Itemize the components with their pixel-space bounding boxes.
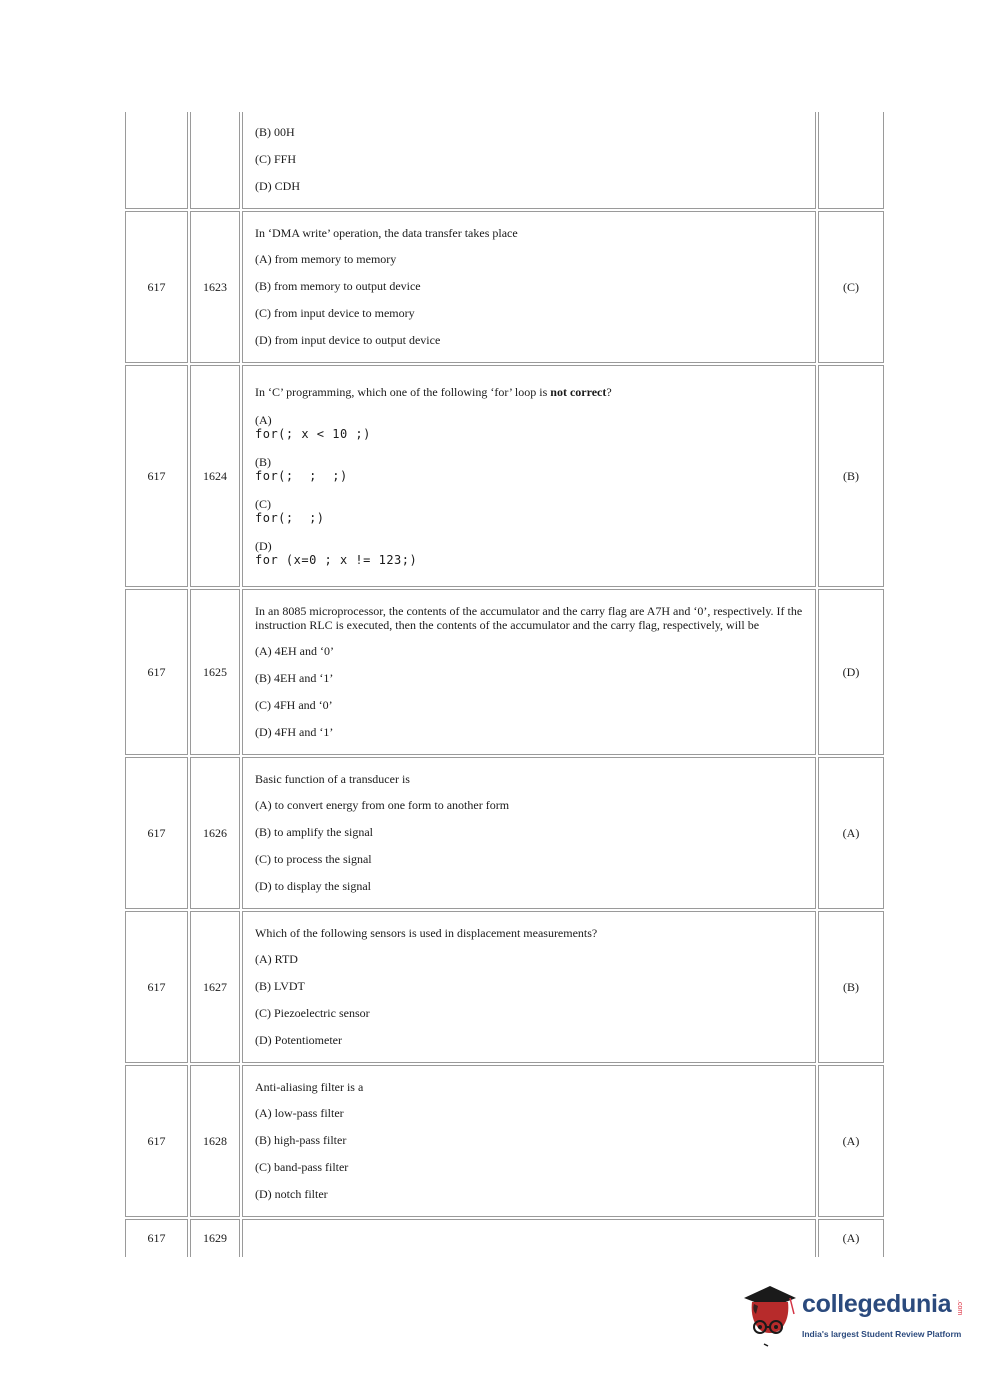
code-snippet: for(; ; ;) <box>255 469 348 483</box>
option-text: (A) to convert energy from one form to another form <box>255 798 510 812</box>
collegedunia-logo[interactable] <box>740 1280 970 1355</box>
question-number-cell: 1627 <box>190 911 240 1063</box>
question-stem <box>255 385 803 399</box>
question-number-cell: 1624 <box>190 365 240 587</box>
option-text: (C) Piezoelectric sensor <box>255 1006 370 1020</box>
option-text: (D) 4FH and ‘1’ <box>255 725 334 739</box>
option-text: (B) high-pass filter <box>255 1133 347 1147</box>
question-number-cell: 1625 <box>190 589 240 755</box>
option-text: (C) to process the signal <box>255 852 372 866</box>
question-cell <box>242 1219 816 1257</box>
answer-cell: (A) <box>818 1219 884 1257</box>
question-table-sheet <box>123 110 886 1259</box>
table-row <box>125 589 884 755</box>
stem-text: ? <box>606 385 612 399</box>
code-option <box>255 497 803 525</box>
option-text: (A) 4EH and ‘0’ <box>255 644 334 658</box>
question-cell <box>242 911 816 1063</box>
answer-cell: (B) <box>818 365 884 587</box>
question-number-cell: 1629 <box>190 1219 240 1257</box>
option-label: (B) <box>255 455 271 469</box>
code-snippet: for(; x < 10 ;) <box>255 427 371 441</box>
option-label: (A) <box>255 413 272 427</box>
option-text: (A) low-pass filter <box>255 1106 344 1120</box>
logo-wordmark: collegedunia <box>802 1290 952 1318</box>
option-text: (C) band-pass filter <box>255 1160 349 1174</box>
code-option <box>255 455 803 483</box>
code-option <box>255 413 803 441</box>
question-stem: Which of the following sensors is used in displacement measurements? <box>255 926 598 940</box>
option-text: (C) from input device to memory <box>255 306 415 320</box>
answer-cell: (B) <box>818 911 884 1063</box>
set-cell: 617 <box>125 211 188 363</box>
logo-tagline: India's largest Student Review Platform <box>802 1329 962 1339</box>
question-number-cell: 1623 <box>190 211 240 363</box>
set-cell: 617 <box>125 365 188 587</box>
graduate-mascot-icon <box>740 1280 800 1350</box>
option-text: (A) from memory to memory <box>255 252 397 266</box>
question-cell <box>242 365 816 587</box>
code-snippet: for (x=0 ; x != 123;) <box>255 553 418 567</box>
answer-cell: (A) <box>818 1065 884 1217</box>
question-stem: In an 8085 microprocessor, the contents of the accumulator and the carry flag are A7H and ‘0’, respectively. If the instruction RLC is executed, then the contents of the accumulator and the carry flag, respectively, will be <box>255 604 803 632</box>
option-text: (C) 4FH and ‘0’ <box>255 698 333 712</box>
table-row <box>125 112 884 209</box>
table-row <box>125 1065 884 1217</box>
stem-emphasis: not correct <box>550 385 607 399</box>
question-number-cell: 1626 <box>190 757 240 909</box>
option-text: (C) FFH <box>255 152 297 166</box>
table-row <box>125 911 884 1063</box>
code-option <box>255 539 803 567</box>
option-text: (B) LVDT <box>255 979 305 993</box>
stem-text: In ‘C’ programming, which one of the following ‘for’ loop is <box>255 385 551 399</box>
option-text: (B) to amplify the signal <box>255 825 373 839</box>
option-text: (B) 00H <box>255 125 295 139</box>
question-table <box>123 110 886 1259</box>
answer-cell: (A) <box>818 757 884 909</box>
option-text: (D) Potentiometer <box>255 1033 342 1047</box>
set-cell: 617 <box>125 589 188 755</box>
set-cell: 617 <box>125 1219 188 1257</box>
option-text: (D) to display the signal <box>255 879 371 893</box>
question-number-cell: 1628 <box>190 1065 240 1217</box>
code-snippet: for(; ;) <box>255 511 325 525</box>
question-cell <box>242 1065 816 1217</box>
question-stem: In ‘DMA write’ operation, the data transfer takes place <box>255 226 518 240</box>
option-text: (D) from input device to output device <box>255 333 441 347</box>
question-cell <box>242 211 816 363</box>
option-text: (B) from memory to output device <box>255 279 421 293</box>
question-cell <box>242 757 816 909</box>
question-stem: Anti-aliasing filter is a <box>255 1080 364 1094</box>
table-row <box>125 365 884 587</box>
answer-cell: (C) <box>818 211 884 363</box>
set-cell: 617 <box>125 1065 188 1217</box>
set-cell: 617 <box>125 911 188 1063</box>
question-cell <box>242 589 816 755</box>
table-row <box>125 211 884 363</box>
question-cell <box>242 112 816 209</box>
question-number-cell <box>190 112 240 209</box>
option-label: (C) <box>255 497 271 511</box>
table-row <box>125 757 884 909</box>
answer-cell: (D) <box>818 589 884 755</box>
option-text: (A) RTD <box>255 952 298 966</box>
question-stem: Basic function of a transducer is <box>255 772 410 786</box>
logo-com-suffix: .com <box>956 1300 963 1316</box>
option-text: (B) 4EH and ‘1’ <box>255 671 334 685</box>
set-cell <box>125 112 188 209</box>
set-cell: 617 <box>125 757 188 909</box>
option-label: (D) <box>255 539 272 553</box>
option-text: (D) CDH <box>255 179 300 193</box>
option-text: (D) notch filter <box>255 1187 328 1201</box>
table-row <box>125 1219 884 1257</box>
answer-cell <box>818 112 884 209</box>
